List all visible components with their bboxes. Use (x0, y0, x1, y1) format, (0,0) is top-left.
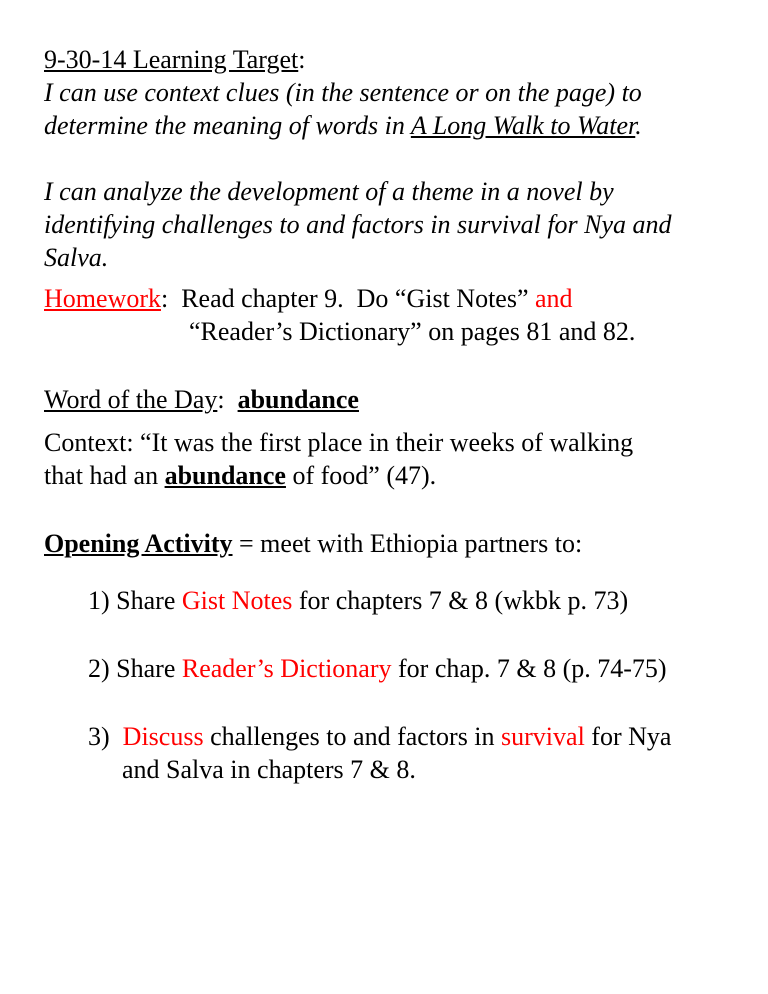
word-of-the-day-word: abundance (237, 385, 359, 414)
context-word: abundance (164, 461, 286, 490)
context-line-1: Context: “It was the first place in their weeks of walking (44, 428, 634, 457)
homework-and: and (535, 284, 573, 313)
opening-activity-list (44, 584, 734, 786)
homework-section (44, 282, 734, 348)
homework-line-2: “Reader’s Dictionary” on pages 81 and 82. (189, 317, 636, 346)
learning-target-section (44, 43, 734, 142)
word-of-the-day: Word of the Day: abundance (44, 385, 359, 414)
learning-target-heading: 9-30-14 Learning Target: (44, 45, 306, 74)
opening-activity-label: Opening Activity (44, 529, 233, 558)
context-line-2: that had an abundance of food” (47). (44, 461, 437, 490)
objective-2-line-1: I can analyze the development of a theme in a novel by (44, 177, 614, 206)
homework-line-1: Homework: Read chapter 9. Do “Gist Notes” and (44, 284, 573, 313)
opening-activity: Opening Activity = meet with Ethiopia partners to: (44, 529, 583, 558)
learning-target-heading-text: 9-30-14 Learning Target (44, 45, 299, 74)
objective-2 (44, 175, 734, 274)
document-page (44, 43, 734, 821)
homework-label: Homework (44, 284, 161, 313)
objective-2-line-3: Salva. (44, 243, 109, 272)
context-section (44, 426, 734, 492)
objective-1-line-2: determine the meaning of words in A Long Walk to Water. (44, 111, 642, 140)
list-item: 2) Share Reader’s Dictionary for chap. 7 & 8 (p. 74-75) (88, 654, 667, 683)
book-title: A Long Walk to Water (410, 111, 636, 140)
objective-2-line-2: identifying challenges to and factors in survival for Nya and (44, 210, 672, 239)
list-item: 3) Discuss challenges to and factors in survival for Nya and Salva in chapters 7 & 8. (88, 722, 672, 784)
list-item: 1) Share Gist Notes for chapters 7 & 8 (wkbk p. 73) (88, 586, 629, 615)
word-of-the-day-label: Word of the Day (44, 385, 218, 414)
objective-1-line-1: I can use context clues (in the sentence or on the page) to (44, 78, 642, 107)
